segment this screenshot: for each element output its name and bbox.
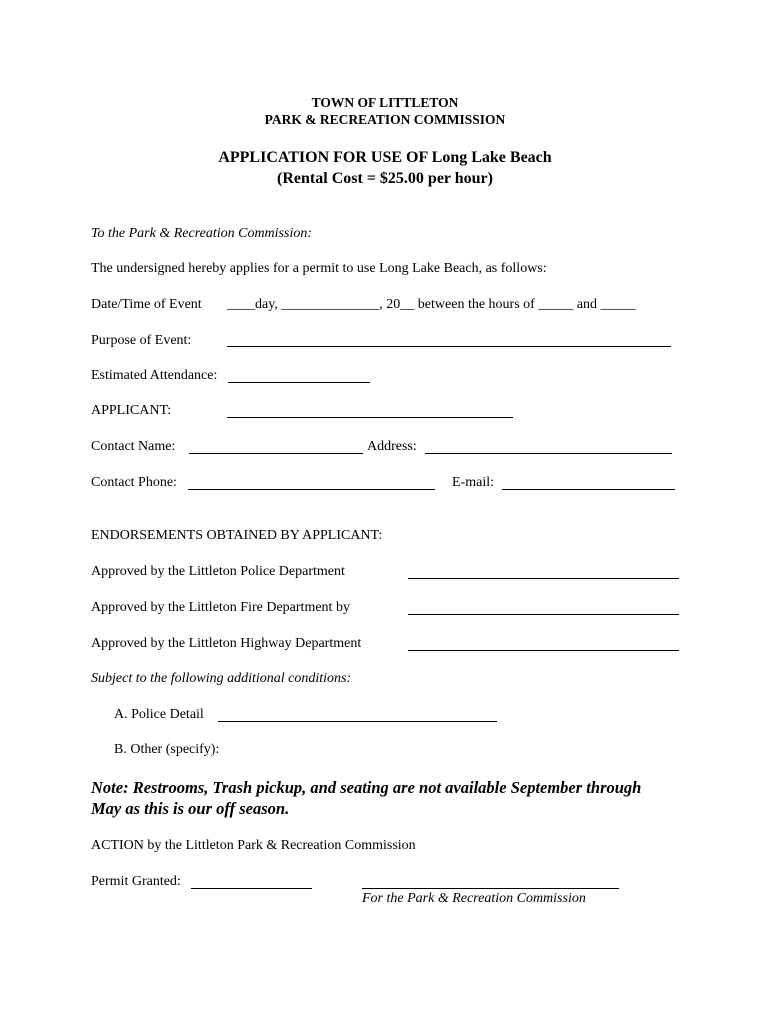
contact-name-field[interactable] bbox=[189, 453, 363, 454]
endorsements-heading: ENDORSEMENTS OBTAINED BY APPLICANT: bbox=[91, 528, 383, 543]
off-season-note-line1: Note: Restrooms, Trash pickup, and seating are not available September through bbox=[91, 778, 642, 797]
form-title: APPLICATION FOR USE OF Long Lake Beach bbox=[218, 149, 552, 166]
highway-approval-label: Approved by the Littleton Highway Department bbox=[91, 636, 362, 651]
address-label: Address: bbox=[367, 439, 417, 454]
town-heading: TOWN OF LITTLETON bbox=[311, 95, 459, 110]
applicant-label: APPLICANT: bbox=[91, 403, 172, 418]
permit-granted-field[interactable] bbox=[191, 888, 312, 889]
intro-text: The undersigned hereby applies for a permit to use Long Lake Beach, as follows: bbox=[91, 261, 547, 276]
action-heading: ACTION by the Littleton Park & Recreation Commission bbox=[91, 838, 416, 853]
fire-approval-label: Approved by the Littleton Fire Department by bbox=[91, 600, 350, 615]
fire-approval-field[interactable] bbox=[408, 614, 679, 615]
attendance-field[interactable] bbox=[228, 382, 370, 383]
police-approval-field[interactable] bbox=[408, 578, 679, 579]
contact-name-label: Contact Name: bbox=[91, 439, 176, 454]
police-approval-label: Approved by the Littleton Police Department bbox=[91, 564, 345, 579]
highway-approval-field[interactable] bbox=[408, 650, 679, 651]
purpose-field[interactable] bbox=[227, 346, 671, 347]
salutation: To the Park & Recreation Commission: bbox=[91, 226, 313, 241]
signature-caption: For the Park & Recreation Commission bbox=[362, 891, 586, 906]
date-time-label: Date/Time of Event bbox=[91, 297, 202, 312]
other-specify-label: B. Other (specify): bbox=[114, 742, 220, 757]
email-label: E-mail: bbox=[452, 475, 494, 490]
date-time-field[interactable]: ____day, ______________, 20__ between the hours of _____ and _____ bbox=[227, 297, 636, 312]
email-field[interactable] bbox=[502, 489, 675, 490]
conditions-heading: Subject to the following additional conditions: bbox=[91, 671, 352, 686]
commission-heading: PARK & RECREATION COMMISSION bbox=[264, 112, 506, 127]
attendance-label: Estimated Attendance: bbox=[91, 368, 218, 383]
contact-phone-field[interactable] bbox=[188, 489, 435, 490]
purpose-label: Purpose of Event: bbox=[91, 333, 192, 348]
rental-cost: (Rental Cost = $25.00 per hour) bbox=[277, 170, 493, 187]
commission-signature-field[interactable] bbox=[362, 888, 619, 889]
off-season-note-line2: May as this is our off season. bbox=[91, 799, 290, 818]
police-detail-label: A. Police Detail bbox=[114, 707, 204, 722]
police-detail-field[interactable] bbox=[218, 721, 497, 722]
address-field[interactable] bbox=[425, 453, 672, 454]
applicant-field[interactable] bbox=[227, 417, 513, 418]
permit-granted-label: Permit Granted: bbox=[91, 874, 181, 889]
contact-phone-label: Contact Phone: bbox=[91, 475, 177, 490]
